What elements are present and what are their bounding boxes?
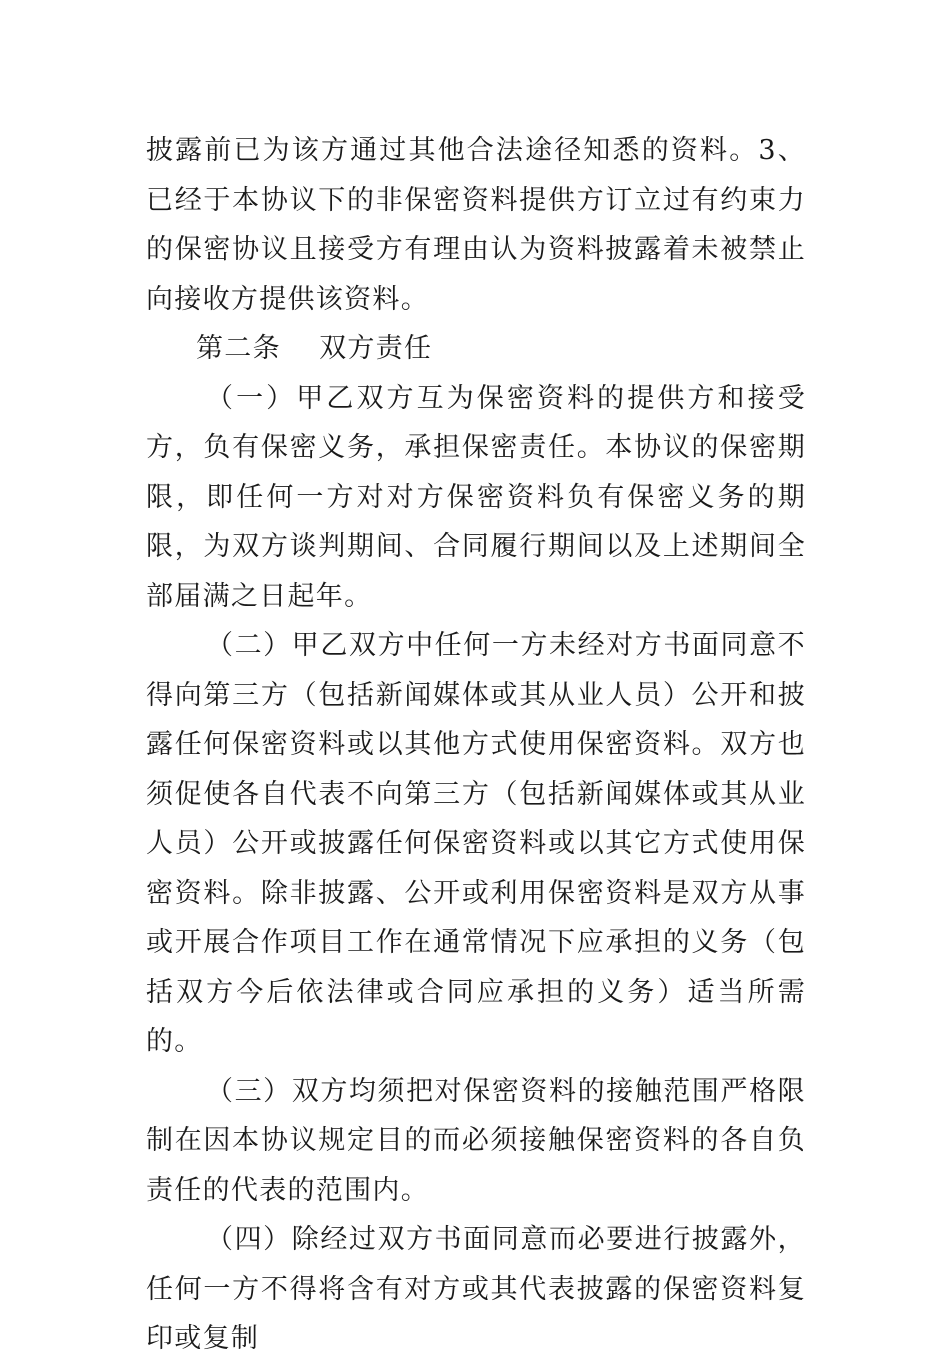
article-heading: 第二条 双方责任 <box>196 333 433 364</box>
paragraph-clause-2: （二）甲乙双方中任何一方未经对方书面同意不得向第三方（包括新闻媒体或其从业人员）公开和披露任何保密资料或以其他方式使用保密资料。双方也须促使各自代表不向第三方（包括新闻媒体或其从业人员）公开或披露任何保密资料或以其它方式使用保密资料。除非披露、公开或利用保密资料是双方从事或开展合作项目工作在通常情况下应承担的义务（包括双方今后依法律或合同应承担的义务）适当所需的。 <box>146 630 806 1057</box>
paragraph-clause-4: （四）除经过双方书面同意而必要进行披露外，任何一方不得将含有对方或其代表披露的保密资料复印或复制 <box>146 1224 806 1354</box>
paragraph-continued-exceptions: 披露前已为该方通过其他合法途径知悉的资料。3、已经于本协议下的非保密资料提供方订立过有约束力的保密协议且接受方有理由认为资料披露着未被禁止向接收方提供该资料。 <box>146 135 806 315</box>
document-body <box>146 126 806 1364</box>
paragraph-clause-1: （一）甲乙双方互为保密资料的提供方和接受方，负有保密义务，承担保密责任。本协议的保密期限，即任何一方对对方保密资料负有保密义务的期限，为双方谈判期间、合同履行期间以及上述期间全部届满之日起年。 <box>146 382 806 612</box>
paragraph-clause-3: （三）双方均须把对保密资料的接触范围严格限制在因本协议规定目的而必须接触保密资料的各自负责任的代表的范围内。 <box>146 1075 806 1206</box>
